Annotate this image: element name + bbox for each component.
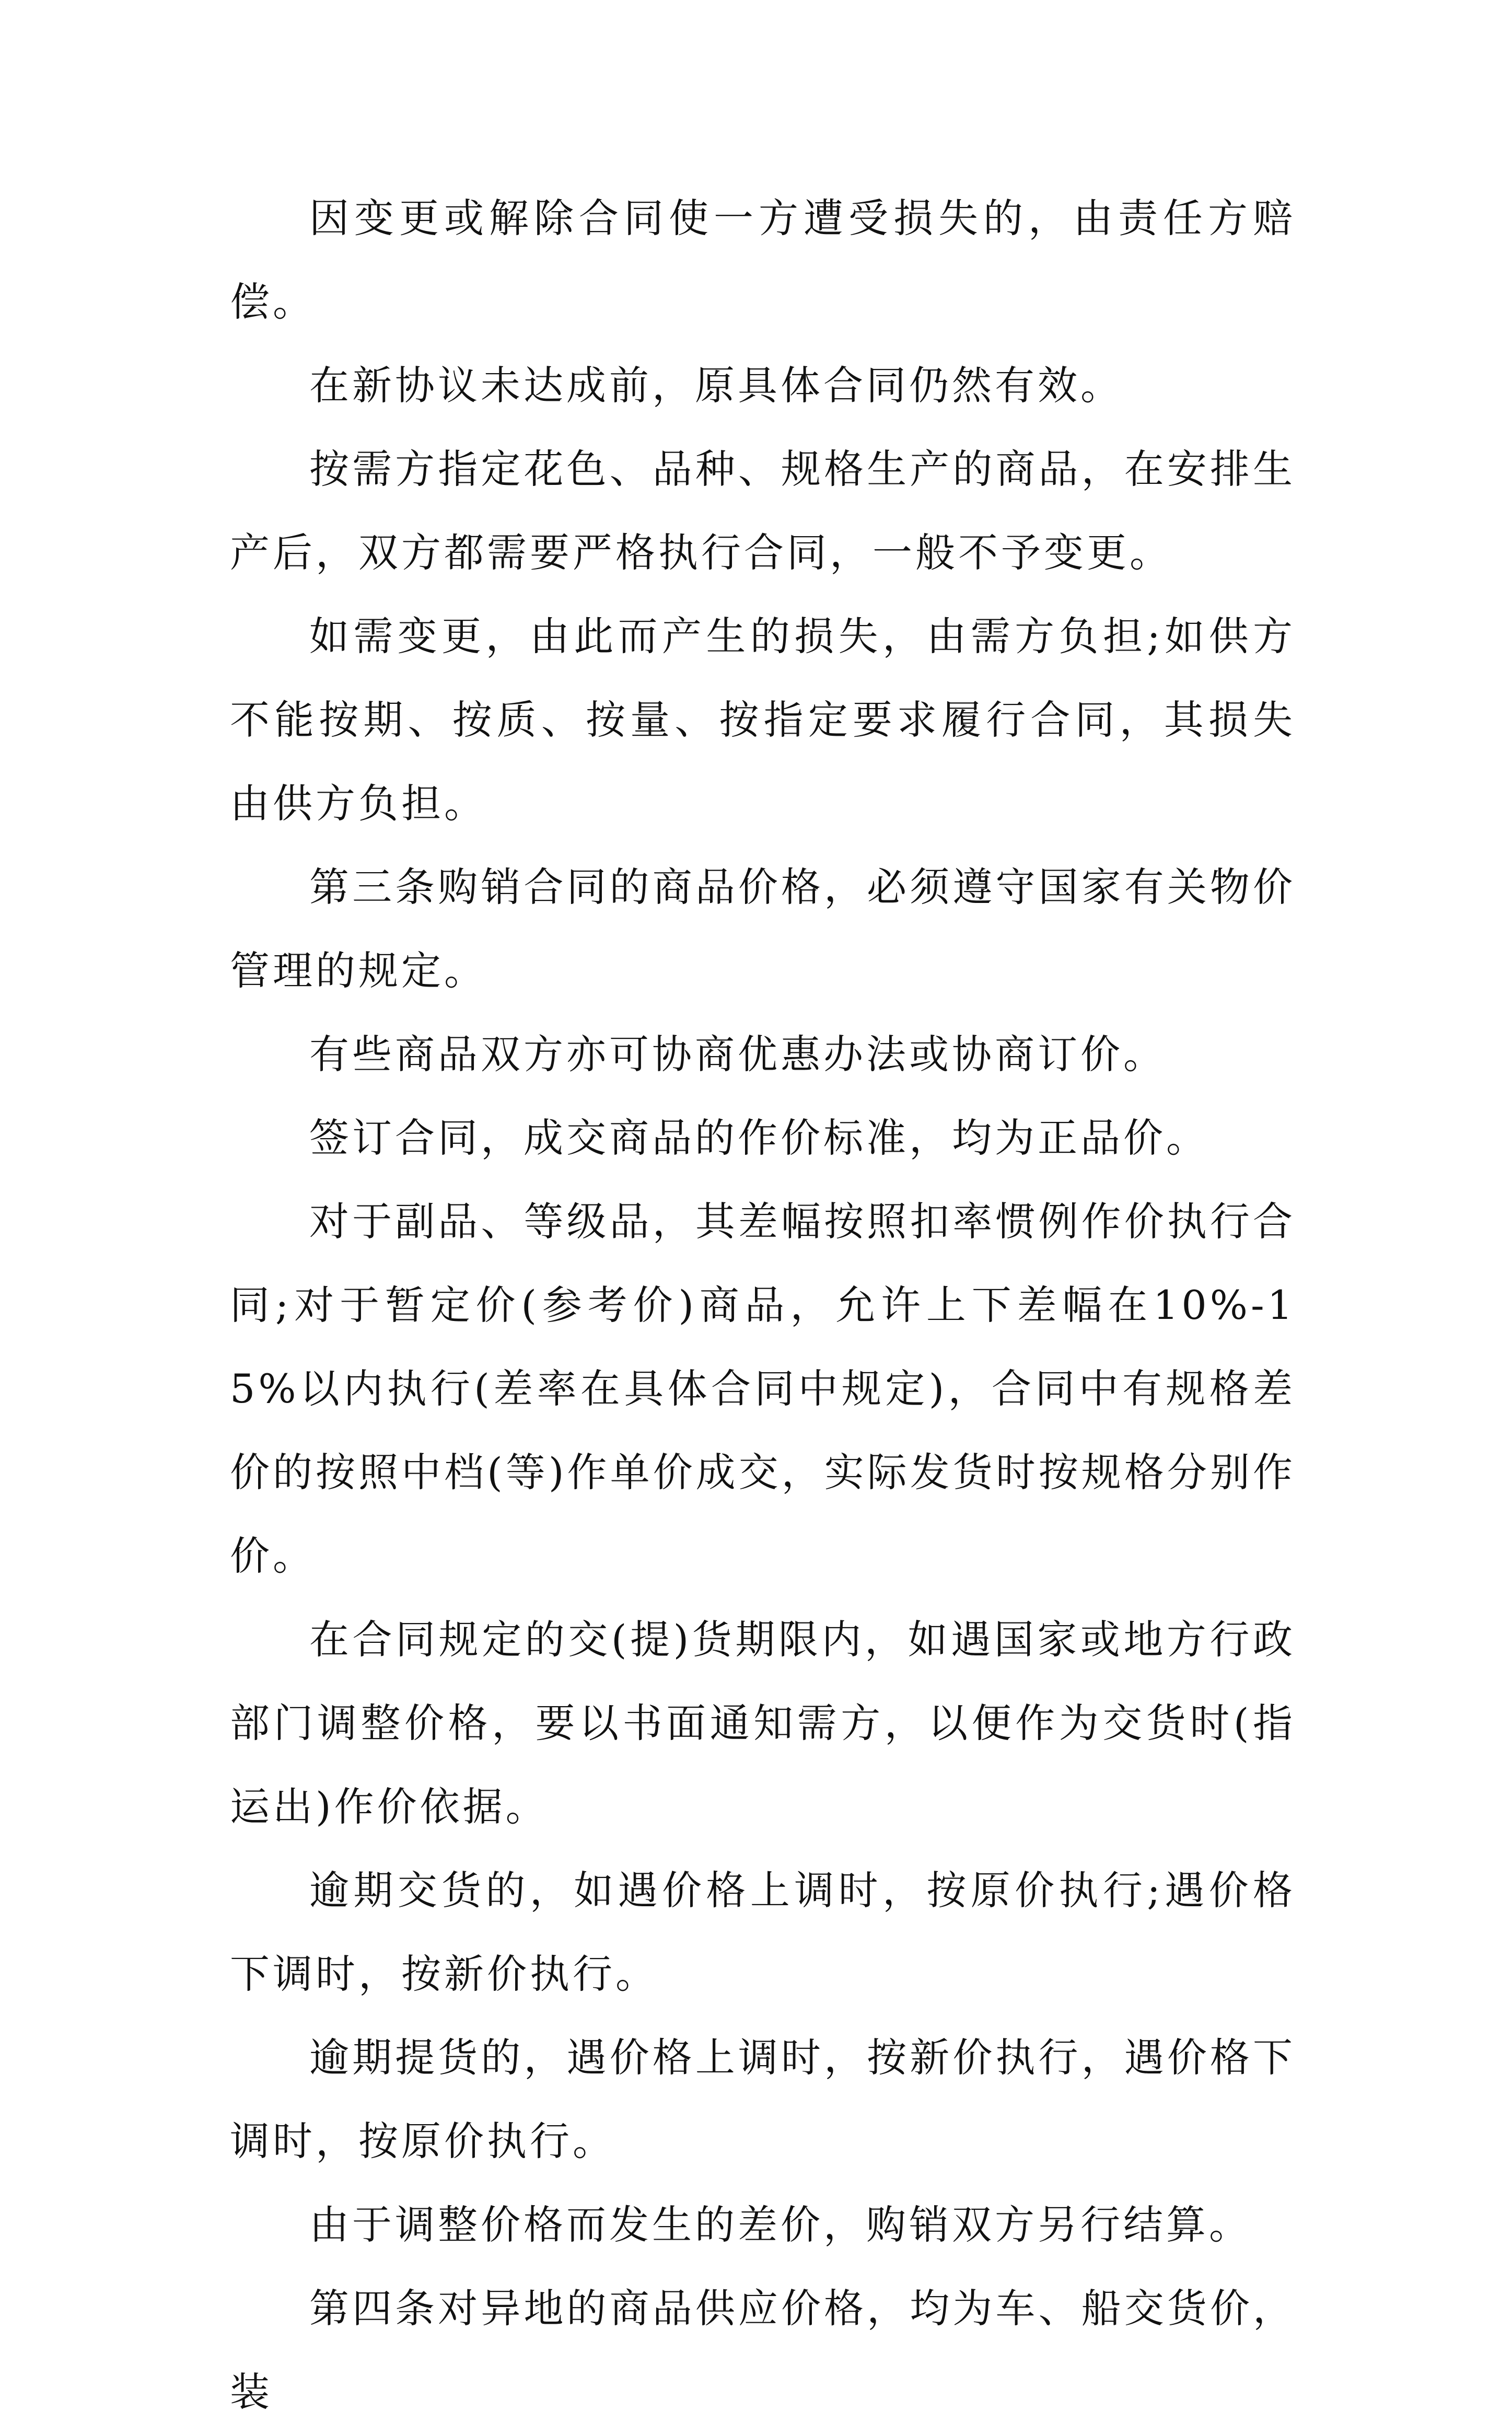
paragraph-5: 第三条购销合同的商品价格，必须遵守国家有关物价管理的规定。	[230, 864, 1296, 994]
paragraph-8: 对于副品、等级品，其差幅按照扣率惯例作价执行合同;对于暂定价(参考价)商品，允许上下差幅在10%-15%以内执行(差率在具体合同中规定)，合同中有规格差价的按照中档(等)作单价成交，实际发货时按规格分别作价。	[230, 1198, 1296, 1579]
paragraph-3: 按需方指定花色、品种、规格生产的商品，在安排生产后，双方都需要严格执行合同，一般不予变更。	[230, 446, 1296, 576]
paragraph-12: 由于调整价格而发生的差价，购销双方另行结算。	[309, 2201, 1252, 2248]
paragraph-7: 签订合同，成交商品的作价标准，均为正品价。	[309, 1115, 1209, 1161]
paragraph-6: 有些商品双方亦可协商优惠办法或协商订价。	[309, 1031, 1166, 1077]
paragraph-2: 在新协议未达成前，原具体合同仍然有效。	[309, 362, 1123, 409]
document-body	[230, 177, 1296, 2434]
paragraph-4: 如需变更，由此而产生的损失，由需方负担;如供方不能按期、按质、按量、按指定要求履行合同，其损失由供方负担。	[230, 613, 1296, 827]
paragraph-13: 第四条对异地的商品供应价格，均为车、船交货价，装	[230, 2285, 1296, 2415]
paragraph-11: 逾期提货的，遇价格上调时，按新价执行，遇价格下调时，按原价执行。	[230, 2034, 1296, 2164]
paragraph-9: 在合同规定的交(提)货期限内，如遇国家或地方行政部门调整价格，要以书面通知需方，以便作为交货时(指运出)作价依据。	[230, 1616, 1296, 1830]
paragraph-1: 因变更或解除合同使一方遭受损失的，由责任方赔偿。	[230, 195, 1296, 325]
paragraph-10: 逾期交货的，如遇价格上调时，按原价执行;遇价格下调时，按新价执行。	[230, 1867, 1296, 1997]
